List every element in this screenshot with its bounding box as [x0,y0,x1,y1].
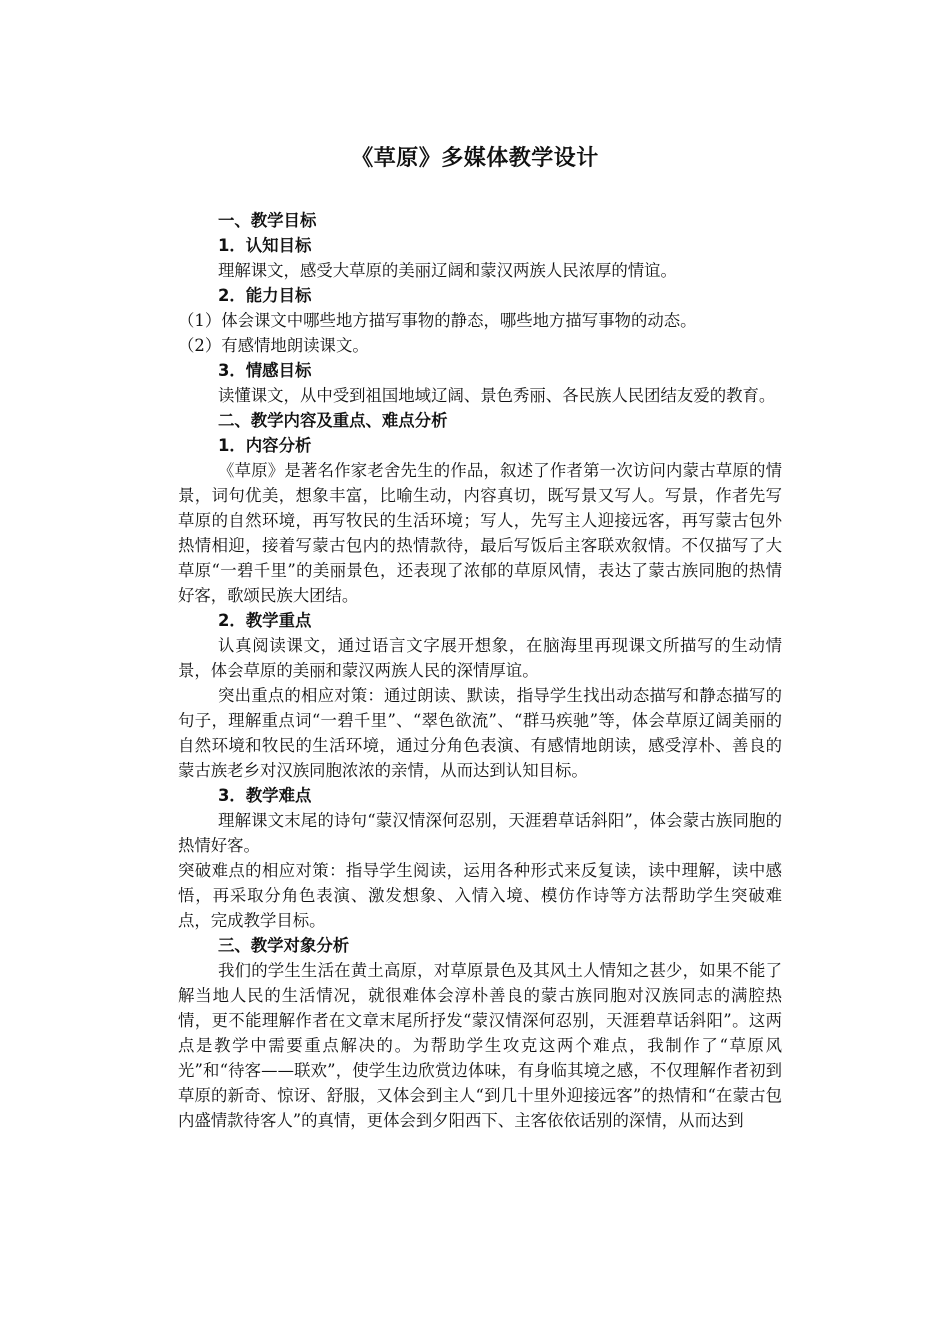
section-heading: 二、教学内容及重点、难点分析 [218,411,448,430]
body-paragraph: （2）有感情地朗读课文。 [178,336,369,355]
section-heading: 三、教学对象分析 [218,936,350,955]
body-paragraph: 理解课文，感受大草原的美丽辽阔和蒙汉两族人民浓厚的情谊。 [218,261,677,280]
body-paragraph: （1）体会课文中哪些地方描写事物的静态，哪些地方描写事物的动态。 [178,311,697,330]
section-heading: 2．能力目标 [218,286,312,305]
body-paragraph: 《草原》是著名作家老舍先生的作品，叙述了作者第一次访问内蒙古草原的情景，词句优美，想象丰富，比喻生动，内容真切，既写景又写人。写景，作者先写草原的自然环境，再写牧民的生活环境；写人，先写主人迎接远客，再写蒙古包外热情相迎，接着写蒙古包内的热情款待，最后写饭后主客联欢叙情。不仅描写了大草原“一碧千里”的美丽景色，还表现了浓郁的草原风情，表达了蒙古族同胞的热情好客，歌颂民族大团结。 [178,461,782,605]
body-paragraph: 认真阅读课文，通过语言文字展开想象，在脑海里再现课文所描写的生动情景，体会草原的美丽和蒙汉两族人民的深情厚谊。 [178,636,782,680]
section-heading: 1．内容分析 [218,436,312,455]
body-paragraph: 我们的学生生活在黄土高原，对草原景色及其风土人情知之甚少，如果不能了解当地人民的生活情况，就很难体会淳朴善良的蒙古族同胞对汉族同志的满腔热情，更不能理解作者在文章末尾所抒发“蒙汉情深何忍别，天涯碧草话斜阳”。这两点是教学中需要重点解决的。为帮助学生攻克这两个难点，我制作了“草原风光”和“待客——联欢”，使学生边欣赏边体味，有身临其境之感，不仅理解作者初到草原的新奇、惊讶、舒服，又体会到主人“到几十里外迎接远客”的热情和“在蒙古包内盛情款待客人”的真情，更体会到夕阳西下、主客依依话别的深情，从而达到 [178,961,782,1130]
section-heading: 一、教学目标 [218,211,317,230]
body-paragraph: 读懂课文，从中受到祖国地域辽阔、景色秀丽、各民族人民团结友爱的教育。 [218,386,776,405]
section-heading: 3．教学难点 [218,786,312,805]
section-heading: 2．教学重点 [218,611,312,630]
body-paragraph: 突出重点的相应对策：通过朗读、默读，指导学生找出动态描写和静态描写的句子，理解重点词“一碧千里”、“翠色欲流”、“群马疾驰”等，体会草原辽阔美丽的自然环境和牧民的生活环境，通过分角色表演、有感情地朗读，感受淳朴、善良的蒙古族老乡对汉族同胞浓浓的亲情，从而达到认知目标。 [178,686,782,780]
body-paragraph: 理解课文末尾的诗句“蒙汉情深何忍别，天涯碧草话斜阳”，体会蒙古族同胞的热情好客。 [178,811,782,855]
document-body [178,208,782,1133]
section-heading: 1．认知目标 [218,236,312,255]
document-title: 《草原》多媒体教学设计 [351,146,599,171]
body-paragraph: 突破难点的相应对策：指导学生阅读，运用各种形式来反复读，读中理解，读中感悟，再采取分角色表演、激发想象、入情入境、模仿作诗等方法帮助学生突破难点，完成教学目标。 [178,861,782,930]
section-heading: 3．情感目标 [218,361,312,380]
